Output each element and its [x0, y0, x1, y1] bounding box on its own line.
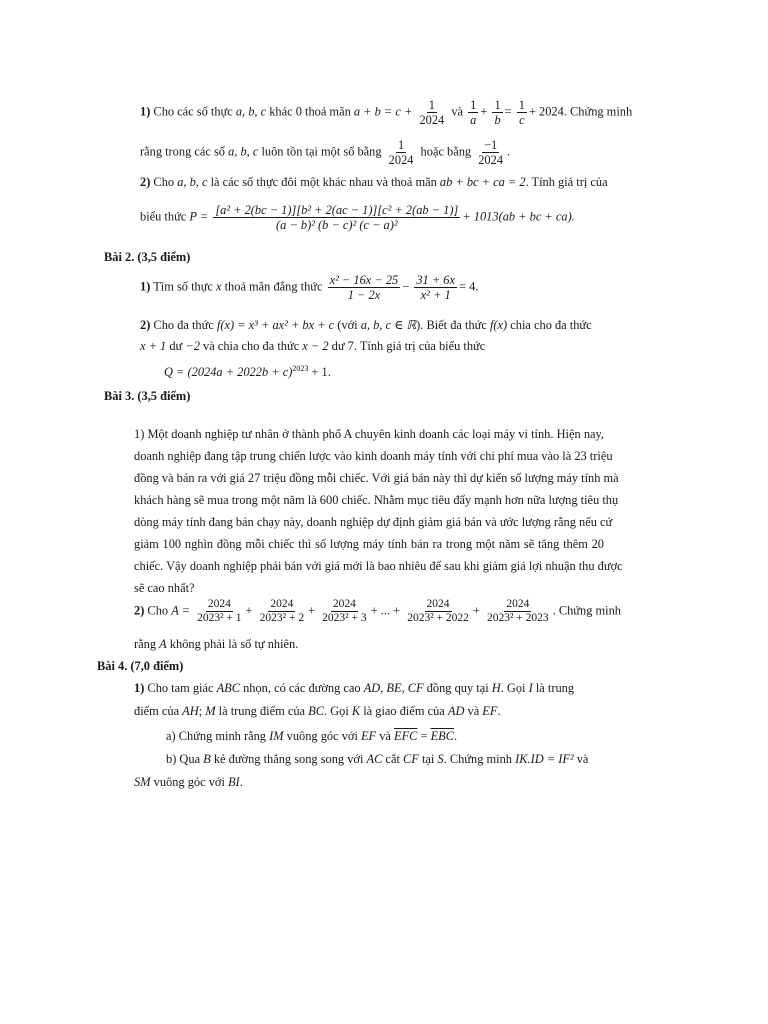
bai3-q1-line: 1) Một doanh nghiệp tư nhân ở thành phố A chuyên kinh doanh các loại máy vi tính. Hiện nay,	[134, 427, 604, 441]
fraction: $\frac{1}{b}$	[494, 98, 501, 128]
bai4-line-2: điểm của AH; M là trung điểm của BC. Gọi K là giao điểm của AD và EF.	[134, 704, 501, 718]
fraction: $\frac{1}{2024}$	[388, 138, 414, 168]
fraction: $\frac{2024}{\text{2023² + 2022}}$	[407, 598, 469, 625]
fraction: $\frac{1}{2024}$	[419, 98, 445, 128]
p1-q2-number: 2)	[140, 175, 151, 189]
bai3-q1-line: doanh nghiệp đang tập trung chiến lược vào kinh doanh máy tính với chi phí mua vào là 23 triệu	[134, 449, 613, 463]
fraction: $\frac{\text{x² − 16x − 25}}{1 - 2x}$	[329, 273, 399, 303]
bai4-part-b-line-2: SM vuông góc với BI.	[134, 775, 243, 789]
bai3-q1-line: đồng và bán ra với giá 27 triệu đồng mỗi chiếc. Với giá bán này thì dự kiến số lượng máy tính mà	[134, 471, 619, 485]
bai3-q2-line-1: 2) Cho A = $\frac{2024}{\text{2023² + 1}}$ + $\frac{2024}{\text{2023² + 2}}$ + $\frac{2024}{\text{2023² + 3}}$ + ... + $\frac{2024}{\text{2023² + 2022}}$ + $\frac{2024}{\text{2023² + 2023}}$ . Chứng minh	[134, 598, 621, 625]
bai2-line-1: 1) Tìm số thực x thoả mãn đẳng thức $\frac{\text{x² − 16x − 25}}{1 - 2x}$ − $\frac{31 + 6x}{\text{x² + 1}}$ = 4.	[140, 273, 479, 303]
bai3-title: Bài 3. (3,5 điểm)	[104, 389, 191, 403]
bai2-title: Bài 2. (3,5 điểm)	[104, 250, 191, 264]
bai2-line-2: 2) Cho đa thức f(x) = x³ + ax² + bx + c (với a, b, c ∈ ℝ). Biết đa thức f(x) chia cho đa thức	[140, 318, 592, 332]
fraction: $\frac{2024}{\text{2023² + 2023}}$	[486, 598, 549, 625]
bai4-title: Bài 4. (7,0 điểm)	[97, 659, 184, 673]
p1-line-2: rằng trong các số a, b, c luôn tồn tại một số bằng $\frac{1}{2024}$ hoặc bằng $\frac{-1}{2024}$ .	[140, 138, 511, 168]
bai4-part-b: b) Qua B kẻ đường thẳng song song với AC cắt CF tại S. Chứng minh IK.ID = IF² và	[166, 752, 589, 766]
fraction: $\frac{31 + 6x}{\text{x² + 1}}$	[416, 273, 455, 303]
fraction: $\frac{2024}{\text{2023² + 1}}$	[197, 598, 242, 625]
fraction: $\frac{1}{c}$	[518, 98, 525, 128]
bai2-line-4: $Q = (2024a + 2022b + c)^{2023} + 1$.	[164, 364, 331, 380]
fraction: $\frac{2024}{\text{2023² + 3}}$	[322, 598, 367, 625]
fraction: $\frac{-1}{2024}$	[478, 138, 504, 168]
fraction-P: $\frac{\text{[a² + 2(bc − 1)][b² + 2(ac − 1)][c² + 2(ab − 1)]}}{\text{(a − b)² (b − c)² (c − a)²}}$	[215, 203, 459, 233]
bai3-q1-line: sẽ cao nhất?	[134, 581, 195, 595]
bai3-q2-line-2: rằng A không phải là số tự nhiên.	[134, 637, 299, 651]
bai3-q1-line: dòng máy tính đang bán chạy này, doanh nghiệp dự định giảm giá bán và ước lượng rằng nếu cứ	[134, 515, 613, 529]
p1-line-4: biểu thức P = $\frac{\text{[a² + 2(bc − 1)][b² + 2(ac − 1)][c² + 2(ab − 1)]}}{\text{(a − b)² (b − c)² (c − a)²}}$ + 1013(ab + bc + ca).	[140, 203, 575, 233]
p1-line-1: 1) Cho các số thực a, b, c khác 0 thoả mãn a + b = c + $\frac{1}{2024}$ và $\frac{1}{a}$ + $\frac{1}{b}$ = $\frac{1}{c}$ + 2024. Chứng minh	[140, 98, 633, 128]
angle-EBC: $\overline{EBC}$	[430, 729, 455, 743]
angle-EFC: $\overline{EFC}$	[394, 729, 418, 743]
bai4-line-1: 1) Cho tam giác ABC nhọn, có các đường cao AD, BE, CF đồng quy tại H. Gọi I là trung	[134, 681, 575, 695]
p1-q1-number: 1)	[140, 104, 151, 119]
fraction: $\frac{1}{a}$	[470, 98, 477, 128]
p1-line-3: 2) Cho a, b, c là các số thực đôi một khác nhau và thoả mãn ab + bc + ca = 2. Tính giá trị của	[140, 175, 608, 189]
bai4-part-a: a) Chứng minh rằng IM vuông góc với EF và $\overline{EFC} = \overline{EBC}$.	[166, 729, 458, 743]
bai3-q1-line: khách hàng sẽ mua trong một năm là 600 chiếc. Nhằm mục tiêu đẩy mạnh hơn nữa lượng tiêu thụ	[134, 493, 619, 507]
bai3-q1-line: giảm 100 nghìn đồng mỗi chiếc thì số lượng máy tính bán ra trong một năm sẽ tăng thêm 20	[134, 537, 604, 551]
bai3-q1-line: chiếc. Vậy doanh nghiệp phải bán với giá mới là bao nhiêu để sau khi giảm giá lợi nhuận thu được	[134, 559, 623, 573]
bai2-line-3: x + 1 dư −2 và chia cho đa thức x − 2 dư 7. Tính giá trị của biểu thức	[140, 339, 486, 353]
fraction: $\frac{2024}{\text{2023² + 2}}$	[259, 598, 305, 625]
